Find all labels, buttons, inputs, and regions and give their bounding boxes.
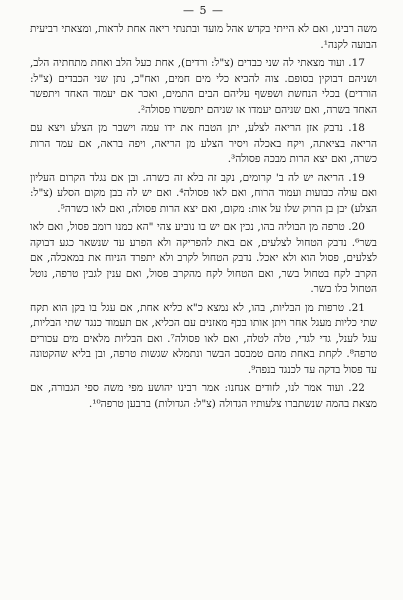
- paragraph-text: ועוד אמר לנו, לזודים אנחנו: אמר רבינו יהושע מפי משה ספי הגבורה, אם מצאת בהמה שנשתברו צלעותיו הגדולה (צ"ל: הגדולות) ברבען טרפה¹⁰.: [30, 382, 377, 410]
- paragraph-number: 21.: [348, 301, 365, 314]
- paragraph-text: משה רבינו, ואם לא הייתי בקדש אהל מועד ובתנתי ריאה אחת לראות, ומצאתי רביעית הבועה לקנה¹.: [30, 23, 377, 51]
- paragraph-number: 17.: [348, 57, 365, 69]
- document-body: [30, 22, 377, 412]
- paragraph-18: [30, 121, 377, 168]
- paragraph-text: טרפות מן הבליות, בהו, לא נמצא כ"א כליא אחת, אם עגל בו בקן הוא תקח שתי כליות מעגל אחר ויתן אותו בכף מאזנים עם הכליא, אם תעמוד כנגד שתי הבליות, עגל לענל, גדי לגדי, טלה לטלה, ואם לאו פסולה⁷. ואם הבליות מלאים מים עכורים טרפה⁸. לקחת באחת מהם טמבסב הבשר ונתמלא שגשות טרפה, ובן בליא שהקטונה עד פסול בדקה עד לכנגד בנפה⁹.: [30, 301, 377, 376]
- paragraph-22: [30, 381, 377, 412]
- paragraph-17: [30, 56, 377, 118]
- paragraph-text: ועוד מצאתי לה שני כבדים (צ"ל: ורדים), אחת כעל הלב ואחת מתחתיה הלב, ושניהם דבוקין בסופם. צוה להביא כלי מים חמים, ואח"כ, נתן שני הכבדים (צ"ל: הורדים) בכלי הנחשת ושפשף עליהם הבים התמים, ואכר אם יעמוד האחד ויתפשר האחד בשרה, ואם שניהם יעמדו או שניהם יתפשרו פסולה².: [30, 57, 377, 116]
- paragraph-number: 22.: [348, 382, 365, 394]
- paragraph-text: טרפה מן הבוליה בהו, נכין אם יש בו נוביע צהי "הא כמנו רומב פסול, ואם לאו בשר⁶. נדבק הטחול לצלעים, אם באת להפריקה ולא הפרע עד שנשאר כגע דבוקה לצלעים, פסול הוא ולא יאכל. נדבק הטחול לקרב ולא יתפרד הניוח את במאכלה, אם הקרב לקח בטחול בשר, ואם הטחול לקח מהקרב פסול, ואם ענין לגבין טרפה, נוטל הטחול כלו בשר.: [30, 221, 377, 295]
- paragraph-text: הריאה יש לה ב' קרומים, נקב זה בלא זה כשרה. ובן אם נגלד הקרום העליון ואם עולה כבועות ועמוד הרוח, ואם לאו פסולה⁴. ואם יש לה בבן מקום הסלע (צ"ל: הצלע) יבן בן הרוק שלו על אות: מקום, ואם יצא הרות פסולה, ואם לאו כשרה⁵.: [30, 171, 377, 215]
- paragraph-20: [30, 220, 377, 298]
- paragraph-number: 18.: [348, 122, 365, 134]
- paragraph-21: [30, 301, 377, 379]
- paragraph-intro: [30, 22, 377, 53]
- page-number: — 5 —: [183, 4, 224, 17]
- paragraph-number: 20.: [348, 221, 365, 233]
- paragraph-text: נדבק אזן הריאה לצלע, יתן הטבח את ידו עמה וישבר מן הצלע ויצא עם הריאה בציאתה, ויקח באכלה ויסיר הצלע מן הריאה, ויפה בראה, אם עמד הרות כשרה, ואם יצא הרות מבכה פסולה³.: [30, 122, 377, 165]
- paragraph-number: 19.: [348, 171, 365, 184]
- paragraph-19: [30, 171, 377, 218]
